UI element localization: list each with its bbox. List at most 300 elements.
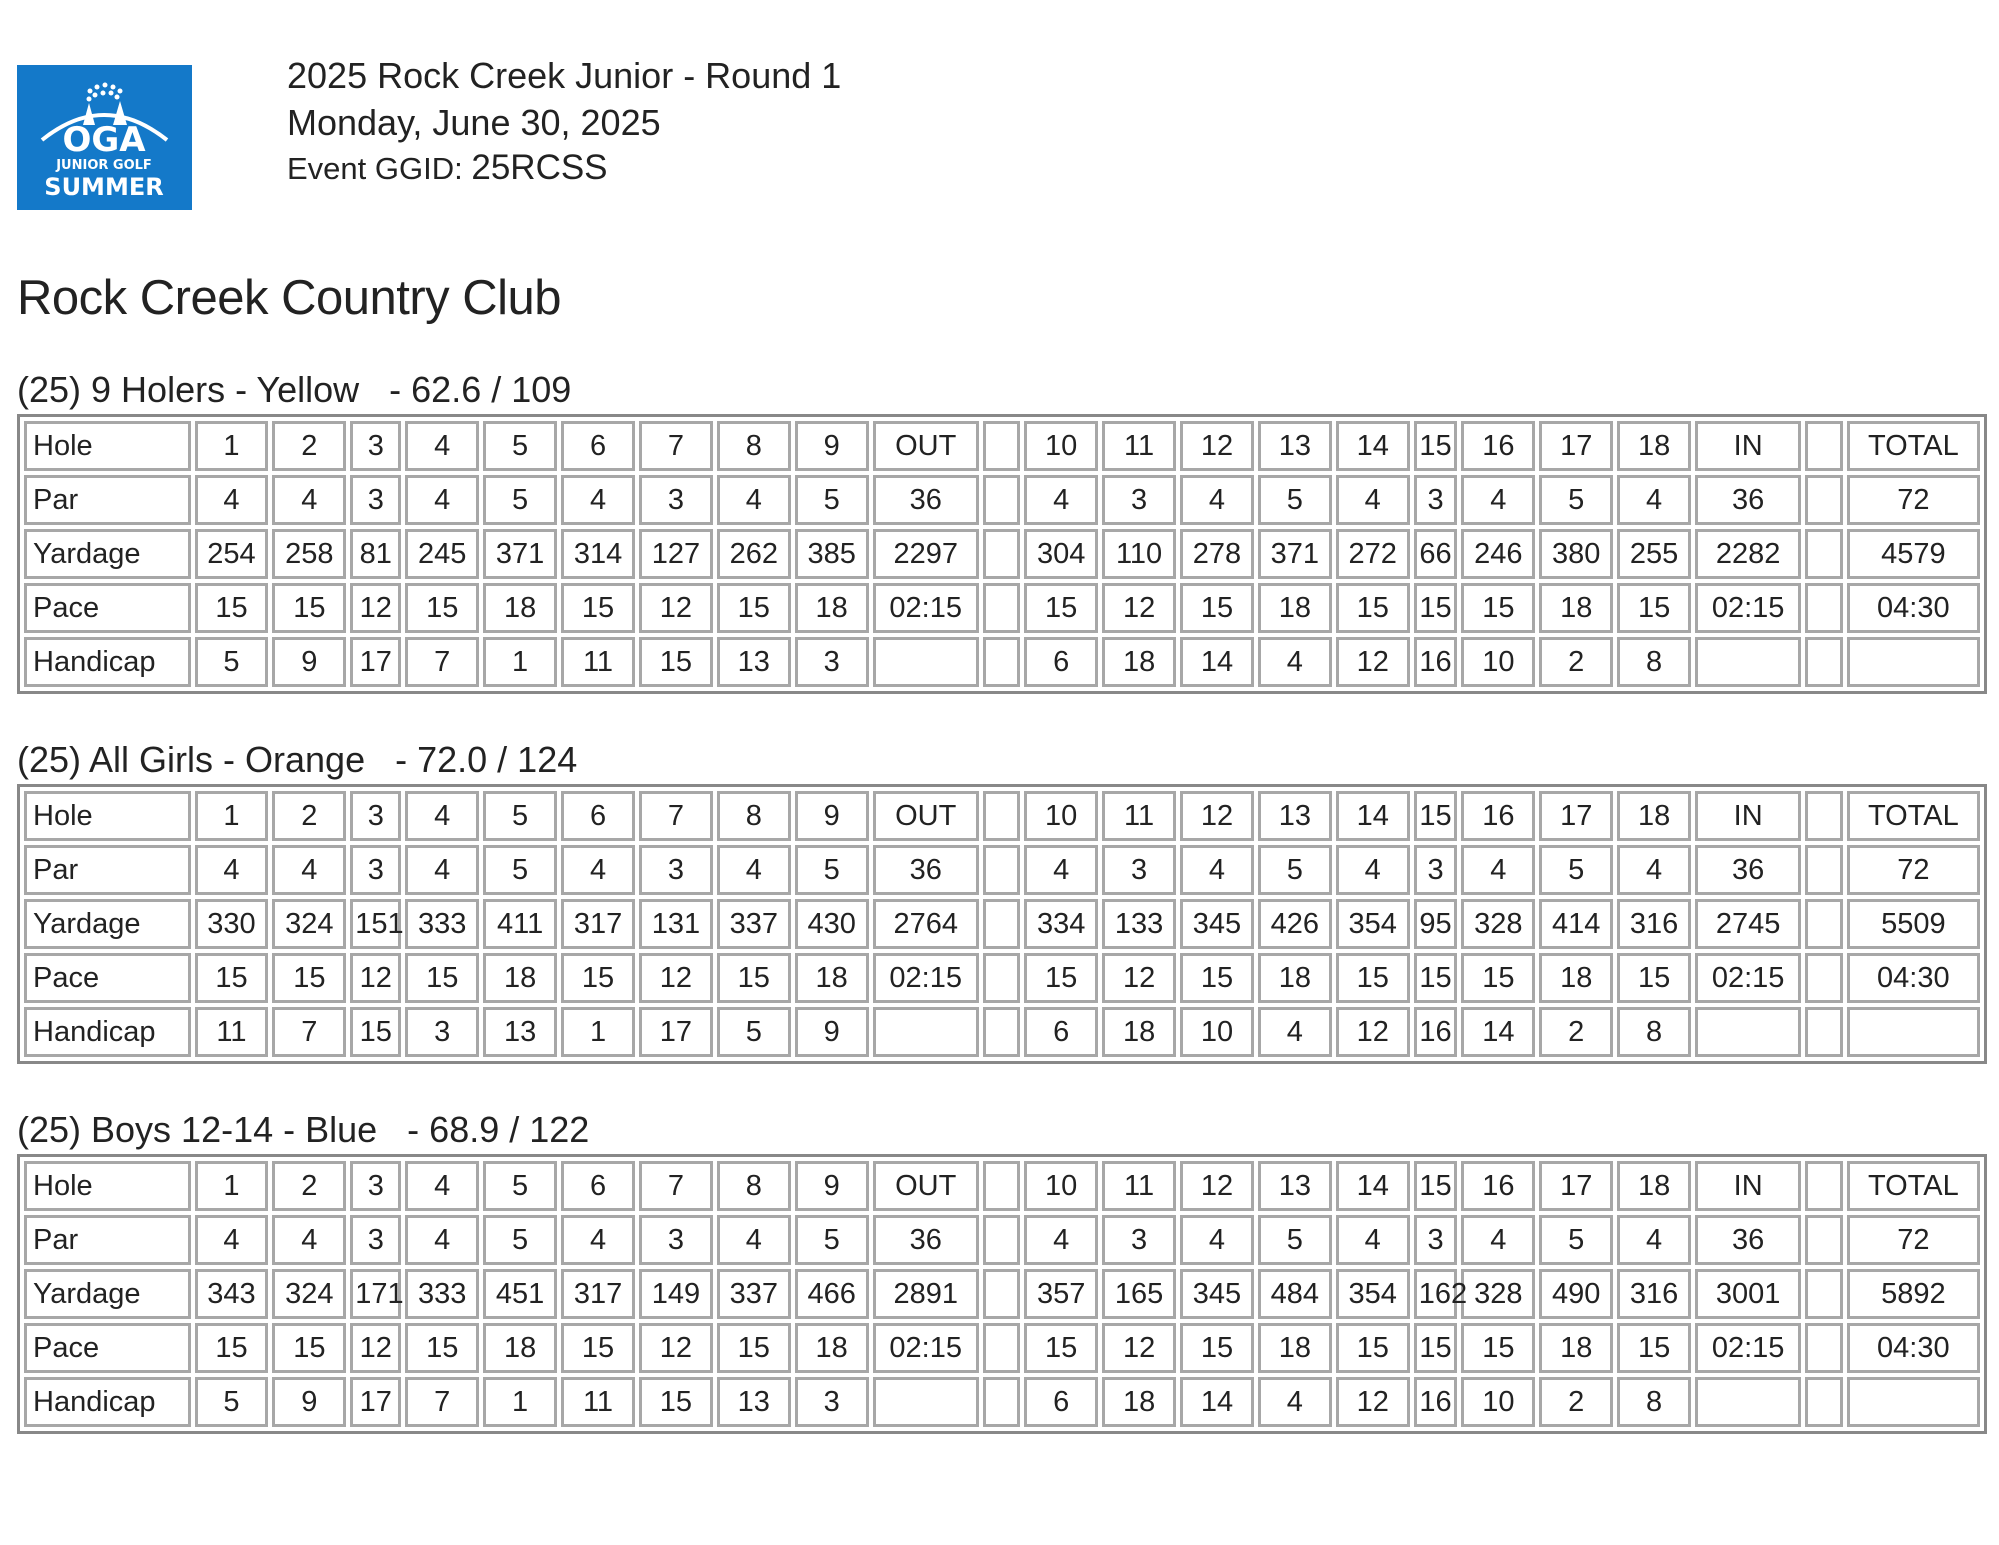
scorecard-cell: 15 [717,583,791,633]
scorecard-cell: 15 [195,583,269,633]
row-label: Par [24,1215,191,1265]
scorecard-cell: 1 [195,1161,269,1211]
scorecard-cell [1805,475,1842,525]
scorecard-cell: 9 [795,421,869,471]
scorecard-cell: 4 [195,845,269,895]
scorecard-cell: 328 [1461,1269,1535,1319]
scorecard-cell: 131 [639,899,713,949]
scorecard-cell: 3 [1414,845,1458,895]
scorecard-cell: 4 [1336,845,1410,895]
scorecard-cell: 66 [1414,529,1458,579]
scorecard-cell: 6 [1024,1007,1098,1057]
scorecard-cell: 385 [795,529,869,579]
scorecard-cell: 16 [1414,1007,1458,1057]
scorecard-cell: 15 [561,1323,635,1373]
scorecard-cell: 278 [1180,529,1254,579]
scorecard-cell: 246 [1461,529,1535,579]
scorecard-cell: 15 [1024,953,1098,1003]
scorecard-cell: 4 [272,475,346,525]
scorecard-cell: 15 [1461,953,1535,1003]
scorecard-cell: 337 [717,899,791,949]
scorecard-cell: 5 [483,1161,557,1211]
scorecard-cell: 18 [1617,421,1691,471]
scorecard-cell: 18 [1102,637,1176,687]
tee-title: (25) All Girls - Orange - 72.0 / 124 [17,739,578,780]
scorecard-cell [1847,637,1980,687]
scorecard-cell: 4 [195,475,269,525]
scorecard-cell [1695,637,1801,687]
scorecard-cell: 8 [717,421,791,471]
row-label: Par [24,845,191,895]
scorecard-cell: 11 [195,1007,269,1057]
event-ggid [287,146,841,191]
scorecard-cell: 3 [639,845,713,895]
scorecard-cell: 02:15 [1695,1323,1801,1373]
scorecard-cell: 16 [1414,637,1458,687]
scorecard-cell: 12 [1180,421,1254,471]
scorecard-cell: 14 [1336,791,1410,841]
scorecard-cell: 162 [1414,1269,1458,1319]
scorecard-cell: 15 [405,1323,479,1373]
scorecard-cell: 5 [1539,1215,1613,1265]
scorecard-cell: 3 [1102,475,1176,525]
scorecard-cell [1805,1323,1842,1373]
row-label: Pace [24,953,191,1003]
scorecard-cell: 14 [1180,637,1254,687]
scorecard-cell [1805,845,1842,895]
scorecard-cell [1805,953,1842,1003]
scorecard-cell: 262 [717,529,791,579]
scorecard-cell: 02:15 [873,583,979,633]
scorecard-cell: 17 [350,1377,401,1427]
scorecard-cell: 3 [350,845,401,895]
scorecard-cell: 371 [483,529,557,579]
scorecard-cell [1805,421,1842,471]
scorecard-cell: 15 [639,1377,713,1427]
row-label: Handicap [24,1007,191,1057]
scorecard-row [24,637,1980,687]
scorecard-cell: 4 [272,1215,346,1265]
scorecard-cell: 11 [1102,791,1176,841]
scorecard-cell: 12 [639,1323,713,1373]
scorecard-cell: TOTAL [1847,421,1980,471]
scorecard-cell: 15 [272,1323,346,1373]
scorecard-cell: 18 [483,1323,557,1373]
scorecard-cell: 12 [639,583,713,633]
scorecard-cell: 36 [873,475,979,525]
scorecard-cell: 451 [483,1269,557,1319]
scorecard-cell: 8 [717,1161,791,1211]
scorecard-cell: 8 [717,791,791,841]
scorecard-cell: 2 [1539,1007,1613,1057]
scorecard-cell: 11 [561,637,635,687]
scorecard-cell: 15 [1336,1323,1410,1373]
tee-block [17,740,1987,1064]
scorecard-row [24,1215,1980,1265]
scorecard-cell: 13 [1258,1161,1332,1211]
event-title: 2025 Rock Creek Junior - Round 1 [287,55,842,96]
scorecard-cell: 171 [350,1269,401,1319]
row-label: Yardage [24,1269,191,1319]
scorecard-cell: 13 [717,637,791,687]
scorecard-cell: 3 [1414,1215,1458,1265]
scorecard-cell: 17 [1539,791,1613,841]
scorecard-cell: 3 [1102,1215,1176,1265]
scorecard-cell: 334 [1024,899,1098,949]
scorecard-cell: IN [1695,421,1801,471]
row-label: Yardage [24,899,191,949]
scorecard-cell [983,475,1020,525]
scorecard-cell: 3001 [1695,1269,1801,1319]
scorecard-cell [983,529,1020,579]
row-label: Pace [24,583,191,633]
scorecard-cell [983,953,1020,1003]
scorecard-cell: 324 [272,899,346,949]
scorecard-cell [1805,1377,1842,1427]
scorecard-cell: 317 [561,899,635,949]
scorecard-cell: 490 [1539,1269,1613,1319]
scorecard-cell: 5 [483,1215,557,1265]
scorecard-cell: 330 [195,899,269,949]
scorecard-cell: 2 [272,791,346,841]
scorecard-cell: 2282 [1695,529,1801,579]
scorecard-cell: 18 [795,953,869,1003]
scorecard-cell: 4 [405,475,479,525]
scorecard-cell: 8 [1617,637,1691,687]
scorecard-cell: 245 [405,529,479,579]
scorecard-cell: 2297 [873,529,979,579]
scorecard-cell: 12 [350,583,401,633]
scorecard-cell: 4 [405,1215,479,1265]
scorecard-cell: 18 [1539,953,1613,1003]
scorecard-cell: 36 [1695,475,1801,525]
scorecard-cell [873,637,979,687]
scorecard-cell: 15 [1414,791,1458,841]
scorecard-cell: 333 [405,899,479,949]
scorecard-cell: 15 [1024,1323,1098,1373]
scorecard-row [24,583,1980,633]
scorecard-cell: 10 [1024,791,1098,841]
event-header [287,52,841,191]
scorecard-cell: 4 [1336,475,1410,525]
scorecard-cell: 16 [1461,421,1535,471]
scorecard-cell: 15 [561,953,635,1003]
scorecard-cell: 02:15 [873,953,979,1003]
scorecard-cell: 4 [561,1215,635,1265]
scorecard-cell: 3 [350,421,401,471]
scorecard-cell: 7 [639,791,713,841]
scorecard-cell: 17 [639,1007,713,1057]
scorecard-cell: 3 [639,1215,713,1265]
scorecard-cell: 6 [561,791,635,841]
scorecard-cell: 18 [1539,583,1613,633]
scorecard-cell: 6 [1024,1377,1098,1427]
scorecard-row [24,791,1980,841]
scorecard-cell: 4 [717,1215,791,1265]
scorecard-table [17,414,1987,694]
scorecard-cell: 371 [1258,529,1332,579]
scorecard-cell: 15 [1414,953,1458,1003]
svg-text:SUMMER: SUMMER [44,173,164,201]
scorecard-cell: 18 [483,953,557,1003]
scorecard-cell: 18 [1258,953,1332,1003]
scorecard-row [24,475,1980,525]
scorecard-table [17,1154,1987,1434]
scorecard-cell: 18 [483,583,557,633]
scorecard-cell: 15 [639,637,713,687]
row-label: Hole [24,421,191,471]
scorecard-cell: 02:15 [873,1323,979,1373]
scorecard-cell: 4 [1617,475,1691,525]
scorecard-cell: 3 [350,1215,401,1265]
scorecard-cell: 12 [1336,1007,1410,1057]
scorecard-cell: 36 [1695,1215,1801,1265]
scorecard-cell: 354 [1336,899,1410,949]
scorecard-cell: 5 [1258,845,1332,895]
scorecard-cell: 5 [795,845,869,895]
scorecard-row [24,1161,1980,1211]
scorecard-cell [983,1323,1020,1373]
scorecard-cell: 81 [350,529,401,579]
scorecard-cell: 12 [1102,1323,1176,1373]
scorecard-cell: 4 [272,845,346,895]
scorecard-cell: 04:30 [1847,953,1980,1003]
scorecard-cell: 4 [717,475,791,525]
scorecard-cell [1805,899,1842,949]
scorecard-cell: 5 [1539,845,1613,895]
scorecard-cell: 272 [1336,529,1410,579]
scorecard-cell: OUT [873,791,979,841]
scorecard-cell: 04:30 [1847,583,1980,633]
scorecard-cell: 430 [795,899,869,949]
oga-junior-golf-logo [17,65,192,210]
scorecard-cell [1695,1007,1801,1057]
scorecard-cell: 15 [1180,1323,1254,1373]
scorecard-cell: 15 [561,583,635,633]
scorecard-cell: 3 [350,791,401,841]
scorecard-cell: 345 [1180,899,1254,949]
scorecard-cell: 72 [1847,475,1980,525]
scorecard-cell: 18 [1258,1323,1332,1373]
scorecard-cell: 2 [272,1161,346,1211]
scorecard-cell: 12 [1102,583,1176,633]
scorecard-cell: 14 [1336,1161,1410,1211]
scorecard-cell: 2 [1539,1377,1613,1427]
scorecard-cell: OUT [873,1161,979,1211]
scorecard-cell: 4 [1461,845,1535,895]
scorecard-cell: 10 [1461,1377,1535,1427]
scorecard-cell: 15 [1414,583,1458,633]
course-name: Rock Creek Country Club [17,271,562,325]
scorecard-cell: 133 [1102,899,1176,949]
scorecard-cell: 13 [717,1377,791,1427]
scorecard-cell: 7 [639,1161,713,1211]
scorecard-cell: 14 [1180,1377,1254,1427]
scorecard-cell: 13 [1258,791,1332,841]
scorecard-cell: 5 [195,1377,269,1427]
scorecard-cell: 5 [1258,1215,1332,1265]
scorecard-cell: 6 [561,1161,635,1211]
scorecard-row [24,421,1980,471]
scorecard-cell: 2 [1539,637,1613,687]
row-label: Handicap [24,637,191,687]
scorecard-cell [1805,791,1842,841]
scorecard-cell: 7 [639,421,713,471]
scorecard-cell: 316 [1617,899,1691,949]
scorecard-cell: 5 [195,637,269,687]
scorecard-cell: 95 [1414,899,1458,949]
scorecard-cell: 15 [1336,953,1410,1003]
scorecard-cell: 18 [795,1323,869,1373]
scorecard-cell: 3 [350,475,401,525]
scorecard-cell: 426 [1258,899,1332,949]
scorecard-cell: 380 [1539,529,1613,579]
scorecard-cell [1805,1215,1842,1265]
scorecard-cell: 16 [1414,1377,1458,1427]
scorecard-cell [1805,637,1842,687]
scorecard-cell: 4 [1258,637,1332,687]
scorecard-cell: 4 [195,1215,269,1265]
tee-title: (25) Boys 12-14 - Blue - 68.9 / 122 [17,1109,590,1150]
scorecard-cell: 3 [1414,475,1458,525]
scorecard-cell: 4 [561,475,635,525]
scorecard-cell [1805,1269,1842,1319]
scorecard-cell: 18 [1258,583,1332,633]
scorecard-cell: 11 [1102,1161,1176,1211]
scorecard-cell: 18 [1617,1161,1691,1211]
scorecard-cell [983,637,1020,687]
scorecard-row [24,899,1980,949]
scorecard-cell: 04:30 [1847,1323,1980,1373]
scorecard-cell: 151 [350,899,401,949]
scorecard-cell: 7 [272,1007,346,1057]
scorecard-cell: 3 [405,1007,479,1057]
scorecard-cell: 343 [195,1269,269,1319]
scorecard-cell: 2745 [1695,899,1801,949]
scorecard-cell: 1 [561,1007,635,1057]
scorecard-cell [983,1215,1020,1265]
event-ggid-label: Event GGID: [287,151,463,186]
row-label: Pace [24,1323,191,1373]
scorecard-cell: 4 [1258,1007,1332,1057]
scorecard-cell: 149 [639,1269,713,1319]
scorecard-cell: 4 [405,1161,479,1211]
scorecard-cell: 72 [1847,845,1980,895]
row-label: Yardage [24,529,191,579]
scorecard-cell: 5 [1539,475,1613,525]
scorecard-cell: 15 [1024,583,1098,633]
svg-text:JUNIOR GOLF: JUNIOR GOLF [56,158,152,173]
scorecard-cell: 12 [1180,1161,1254,1211]
tee-title: (25) 9 Holers - Yellow - 62.6 / 109 [17,369,572,410]
scorecard-cell: 5 [1258,475,1332,525]
scorecard-cell: 15 [717,1323,791,1373]
scorecard-cell: 10 [1024,1161,1098,1211]
scorecard-cell: 6 [561,421,635,471]
scorecard-cell: 16 [1461,1161,1535,1211]
scorecard-cell [1805,583,1842,633]
scorecard-cell: 15 [195,1323,269,1373]
scorecard-cell: 5 [483,845,557,895]
scorecard-cell: 254 [195,529,269,579]
event-date: Monday, June 30, 2025 [287,102,661,143]
scorecard-cell: 316 [1617,1269,1691,1319]
scorecard-cell: IN [1695,1161,1801,1211]
svg-text:OGA: OGA [62,120,146,160]
scorecard-cell: 11 [1102,421,1176,471]
scorecard-cell: 12 [350,953,401,1003]
scorecard-cell: 4 [405,791,479,841]
scorecard-cell [983,1007,1020,1057]
scorecard-cell: 7 [405,1377,479,1427]
scorecard-cell [983,845,1020,895]
scorecard-table [17,784,1987,1064]
scorecard-cell [1805,1007,1842,1057]
scorecard-cell: 8 [1617,1007,1691,1057]
scorecard-cell: 16 [1461,791,1535,841]
scorecard-cell: 4 [1180,475,1254,525]
scorecard-cell: 4 [1336,1215,1410,1265]
scorecard-cell [873,1377,979,1427]
scorecard-cell [983,1269,1020,1319]
scorecard-cell: 10 [1180,1007,1254,1057]
scorecard-cell: 4 [561,845,635,895]
scorecard-cell: 17 [350,637,401,687]
scorecard-cell: 18 [1539,1323,1613,1373]
scorecard-cell: 15 [1414,1323,1458,1373]
scorecard-cell: 5 [483,791,557,841]
scorecard-cell: 17 [1539,1161,1613,1211]
scorecard-cell [983,421,1020,471]
scorecard-cell: 4 [1024,1215,1098,1265]
scorecard-cell: 18 [1102,1007,1176,1057]
scorecard-cell: 15 [272,583,346,633]
scorecard-cell: 15 [1336,583,1410,633]
scorecard-cell: 15 [717,953,791,1003]
scorecard-cell [983,583,1020,633]
scorecard-cell: 304 [1024,529,1098,579]
scorecard-cell: 4 [1617,1215,1691,1265]
scorecard-cell: 9 [795,1161,869,1211]
scorecard-cell: 14 [1336,421,1410,471]
scorecard-cell: TOTAL [1847,1161,1980,1211]
scorecard-cell: 4 [1024,845,1098,895]
scorecard-cell: 4 [1461,475,1535,525]
scorecard-cell: 5 [483,421,557,471]
scorecard-cell: 9 [272,1377,346,1427]
scorecard-cell: 324 [272,1269,346,1319]
row-label: Handicap [24,1377,191,1427]
scorecard-cell: 15 [405,953,479,1003]
scorecard-cell: 1 [195,421,269,471]
scorecard-cell: 4 [405,845,479,895]
scorecard-cell: 15 [1180,583,1254,633]
scorecard-cell: 17 [1539,421,1613,471]
scorecard-cell: 8 [1617,1377,1691,1427]
row-label: Par [24,475,191,525]
scorecard-cell: TOTAL [1847,791,1980,841]
scorecard-row [24,1269,1980,1319]
scorecard-cell: 110 [1102,529,1176,579]
scorecard-cell: 4 [1461,1215,1535,1265]
scorecard-cell: 5509 [1847,899,1980,949]
scorecard-cell: 337 [717,1269,791,1319]
scorecard-cell: 2764 [873,899,979,949]
scorecard-cell: 15 [1617,583,1691,633]
scorecard-cell [983,1377,1020,1427]
scorecard-cell: 18 [1617,791,1691,841]
scorecard-cell: 414 [1539,899,1613,949]
